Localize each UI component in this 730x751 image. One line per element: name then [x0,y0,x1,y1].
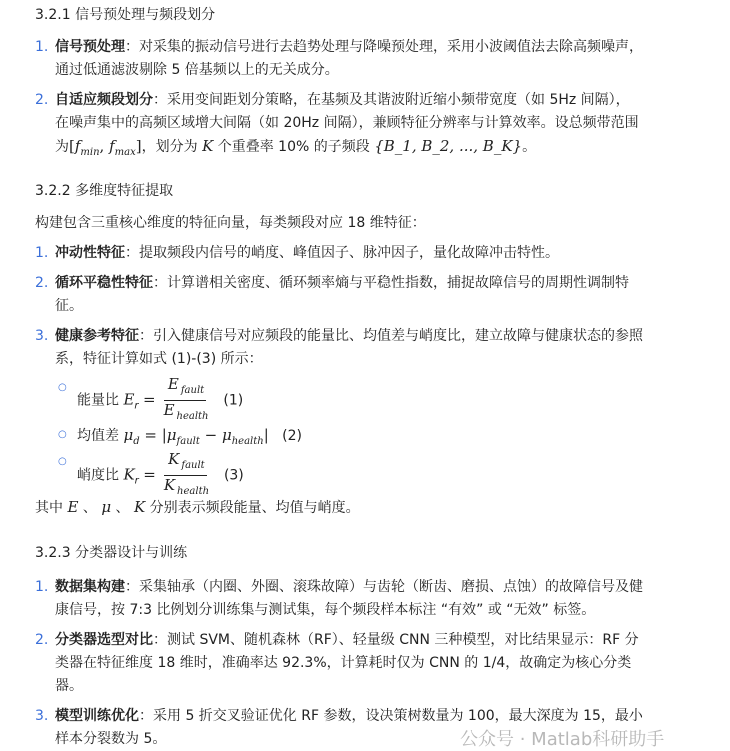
list-item-cont: 器。 [55,678,83,694]
list-item: 循环平稳性特征：计算谱相关密度、循环频率熵与平稳性指数，捕捉故障信号的周期性调制特 [55,275,629,291]
list-item: 分类器选型对比：测试 SVM、随机森林（RF）、轻量级 CNN 三种模型，对比结果显示：RF 分 [55,632,639,648]
watermark: 公众号 · Matlab科研助手 [460,729,665,750]
list-item: 数据集构建：采集轴承（内圈、外圈、滚珠故障）与齿轮（断齿、磨损、点蚀）的故障信号及健 [55,579,643,595]
list-item-cont: 通过低通滤波剔除 5 倍基频以上的无关成分。 [55,62,339,78]
bullet-icon: ○ [58,456,67,467]
list-number: 3. [35,328,49,344]
list-number: 2. [35,632,49,648]
list-number: 1. [35,579,49,595]
paragraph: 构建包含三重核心维度的特征向量，每类频段对应 18 维特征： [35,215,426,231]
list-number: 2. [35,92,49,108]
list-item-cont: 康信号，按 7:3 比例划分训练集与测试集，每个频段样本标注 “有效” 或 “无效” 标签。 [55,602,596,618]
list-item-cont: 系，特征计算如式 (1)-(3) 所示： [55,351,263,367]
list-item-cont: 样本分裂数为 5。 [55,731,167,747]
list-item-cont: 在噪声集中的高频区域增大间隔（如 20Hz 间隔），兼顾特征分辨率与计算效率。设总频带范围 [55,115,639,131]
paragraph: 其中 E 、 μ 、 K 分别表示频段能量、均值与峭度。 [35,498,360,516]
list-item-cont: 类器在特征维度 18 维时，准确率达 92.3%，计算耗时仅为 CNN 的 1/4，故确定为核心分类 [55,655,632,671]
formula-kurtosis-ratio: 峭度比 $K_r$ = $\frac{K _{fault}}{K _{health}}$ (3) [77,450,244,497]
list-item: 信号预处理：对采集的振动信号进行去趋势处理与降噪预处理，采用小波阈值法去除高频噪声， [55,39,643,55]
section-heading: 3.2.1 信号预处理与频段划分 [35,7,216,23]
list-item: 模型训练优化：采用 5 折交叉验证优化 RF 参数，设决策树数量为 100，最大深度为 15，最小 [55,708,643,724]
list-number: 1. [35,245,49,261]
list-number: 2. [35,275,49,291]
section-heading: 3.2.3 分类器设计与训练 [35,545,188,561]
list-number: 1. [35,39,49,55]
section-heading: 3.2.2 多维度特征提取 [35,183,174,199]
list-item-cont: 为[$f_{min}$, $f_{max}$]，划分为 K 个重叠率 10% 的子频段 {B_1, B_2, ..., B_K}。 [55,137,537,158]
formula-energy-ratio: 能量比 $E_r$ = $\frac{E _{fault}}{E _{health}}$ (1) [77,375,244,422]
formula-mean-diff: 均值差 $\mu_d = |\mu_{fault} - \mu_{health}|$ (2) [77,426,302,447]
math-range: [$f_{min}$, $f_{max}$] [69,137,142,158]
bullet-icon: ○ [58,382,67,393]
list-number: 3. [35,708,49,724]
list-item: 冲动性特征：提取频段内信号的峭度、峰值因子、脉冲因子，量化故障冲击特性。 [55,245,559,261]
math-set: {B_1, B_2, ..., B_K} [374,137,523,155]
list-item: 健康参考特征：引入健康信号对应频段的能量比、均值差与峭度比，建立故障与健康状态的参照 [55,328,643,344]
list-item-cont: 征。 [55,298,83,314]
bullet-icon: ○ [58,429,67,440]
list-item: 自适应频段划分：采用变间距划分策略，在基频及其谐波附近缩小频带宽度（如 5Hz 间隔）， [55,92,630,108]
